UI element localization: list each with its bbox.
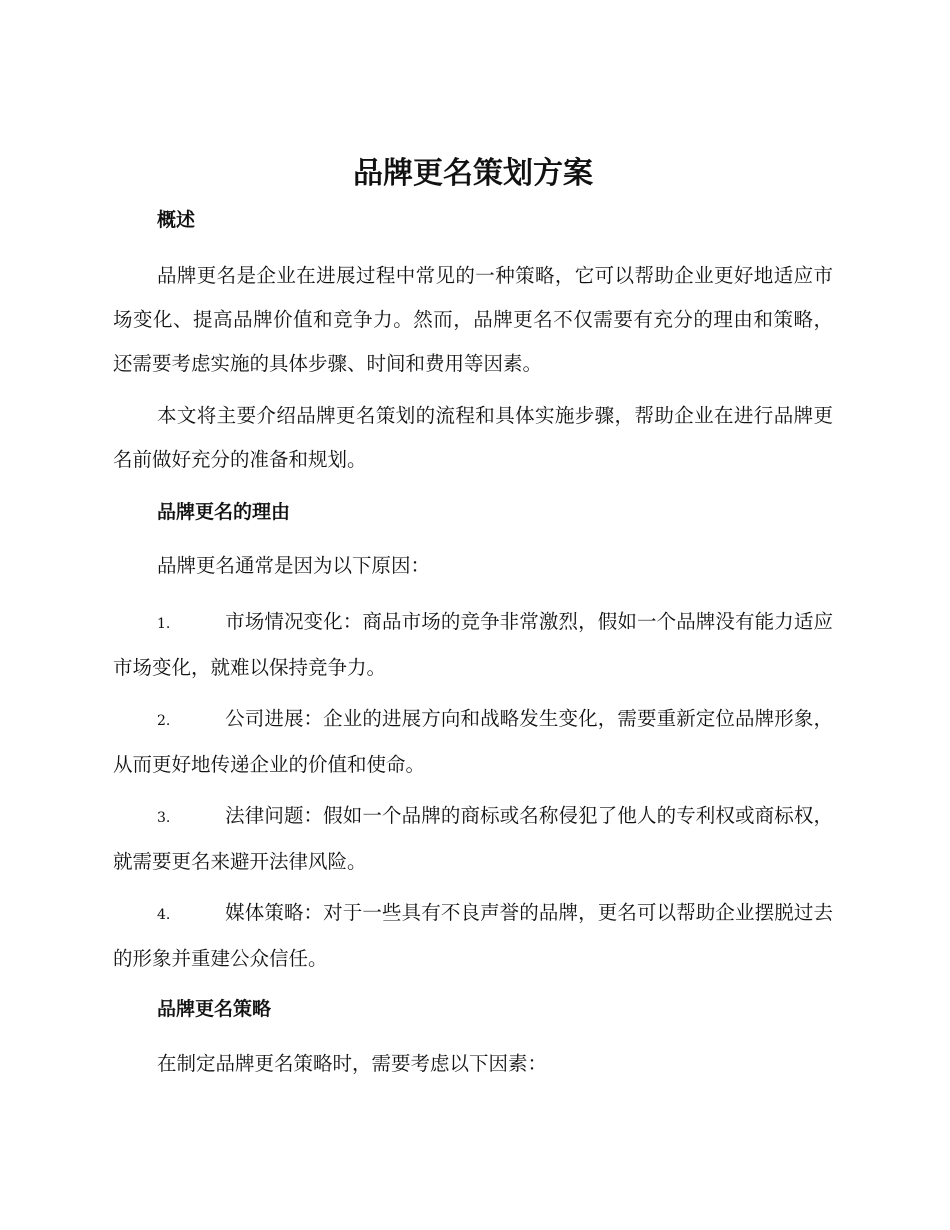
list-item xyxy=(113,794,833,884)
list-item-number: 1. xyxy=(157,616,171,632)
list-item-text: 公司进展：企业的进展方向和战略发生变化，需要重新定位品牌形象，从而更好地传递企业的价值和使命。 xyxy=(113,707,833,776)
list-item xyxy=(113,697,833,787)
overview-paragraph-2: 本文将主要介绍品牌更名策划的流程和具体实施步骤，帮助企业在进行品牌更名前做好充分的准备和规划。 xyxy=(113,404,833,471)
section-heading-overview: 概述 xyxy=(157,209,196,231)
list-item-text: 市场情况变化：商品市场的竞争非常激烈，假如一个品牌没有能力适应市场变化，就难以保持竞争力。 xyxy=(113,610,833,679)
section-heading-strategy: 品牌更名策略 xyxy=(157,998,272,1020)
list-item-text: 法律问题：假如一个品牌的商标或名称侵犯了他人的专利权或商标权，就需要更名来避开法律风险。 xyxy=(113,804,833,873)
document-title: 品牌更名策划方案 xyxy=(353,156,593,191)
strategy-intro: 在制定品牌更名策略时，需要考虑以下因素： xyxy=(157,1052,548,1075)
list-item-number: 4. xyxy=(157,907,171,923)
section-heading-reasons: 品牌更名的理由 xyxy=(157,501,291,523)
list-item-number: 3. xyxy=(157,810,171,826)
list-item xyxy=(113,891,833,981)
list-item-number: 2. xyxy=(157,713,171,729)
reasons-intro: 品牌更名通常是因为以下原因： xyxy=(157,554,431,577)
overview-paragraph-1: 品牌更名是企业在进展过程中常见的一种策略，它可以帮助企业更好地适应市场变化、提高品牌价值和竞争力。然而，品牌更名不仅需要有充分的理由和策略，还需要考虑实施的具体步骤、时间和费用等因素。 xyxy=(113,264,833,375)
list-item-text: 媒体策略：对于一些具有不良声誉的品牌，更名可以帮助企业摆脱过去的形象并重建公众信任。 xyxy=(113,901,833,970)
list-item xyxy=(113,600,833,690)
